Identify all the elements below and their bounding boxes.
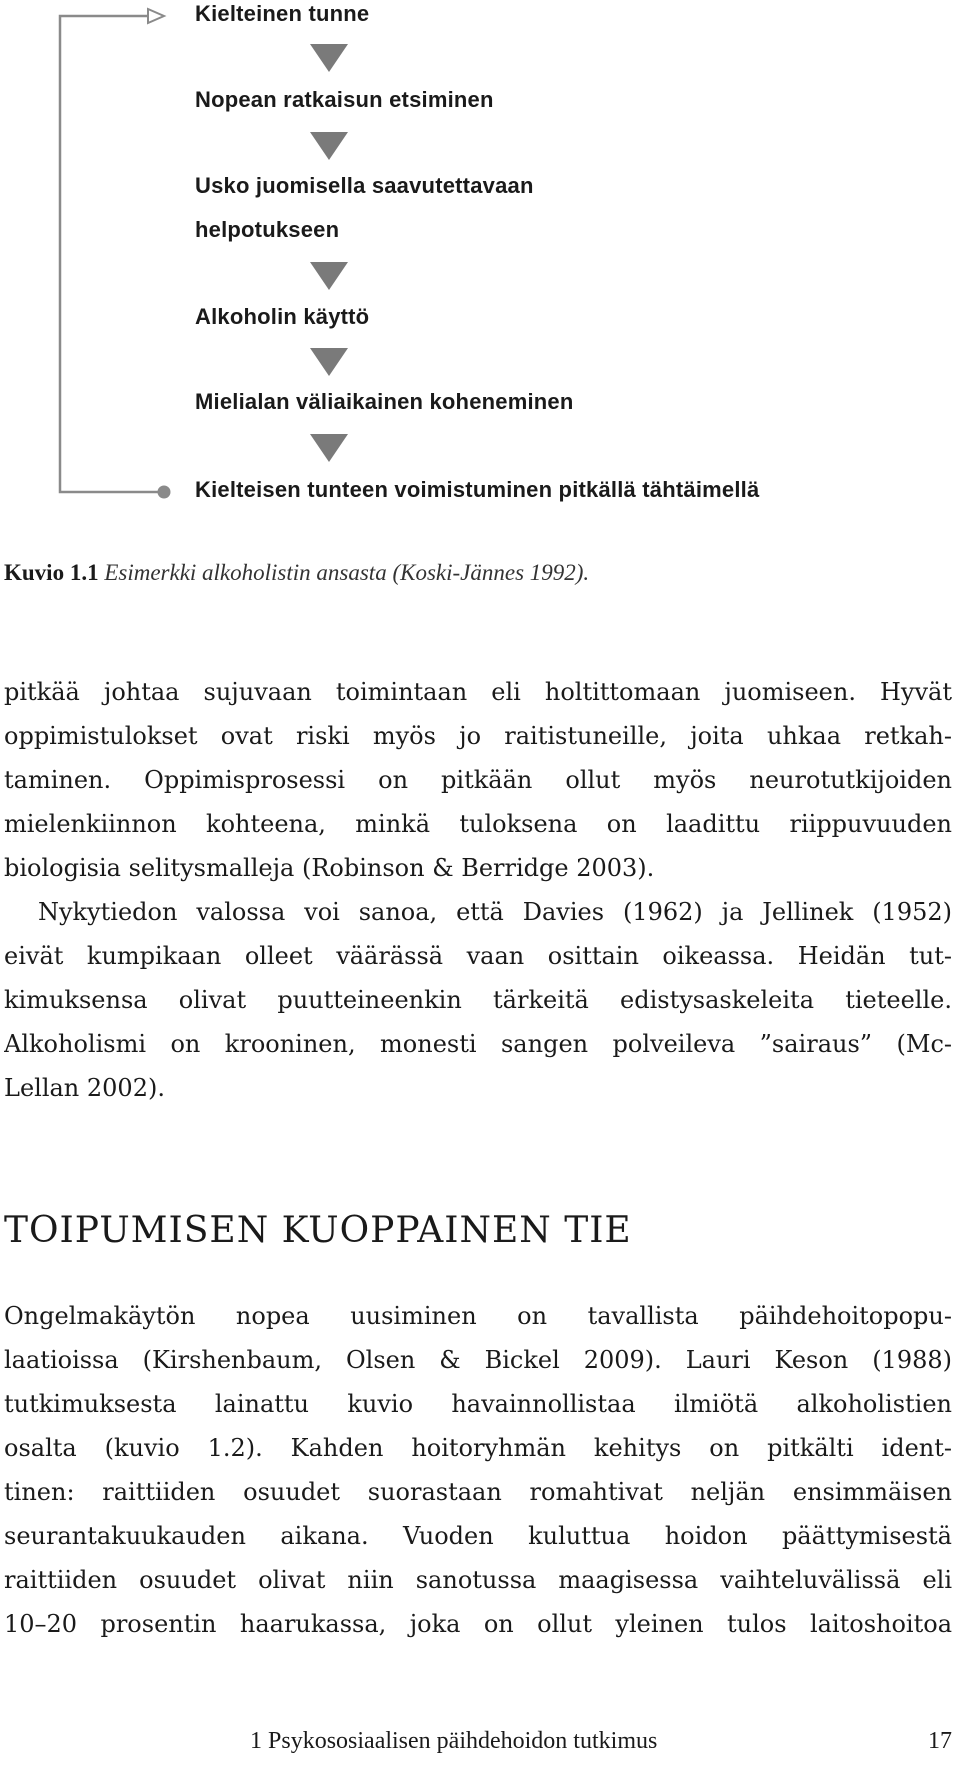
down-arrow-icon [310, 44, 348, 72]
paragraph-2: Nykytiedon valossa voi sanoa, että Davies (1962) ja Jellinek (1952) eivät kumpikaan olleet väärässä vaan osittain oikeassa. Heidän tut- kimuksensa olivat puutteineenkin tärkeitä edistysaskeleita tieteelle. Alkoholismi on krooninen, monesti sangen polveileva ”sairaus” (Mc- Lellan 2002). [4, 898, 952, 1102]
paragraph-1: pitkää johtaa sujuvaan toimintaan eli holtittomaan juomiseen. Hyvät oppimistulokset ovat riski myös jo raitistuneille, joita uhkaa retkah- taminen. Oppimisprosessi on pitkään ollut myös neurotutkijoiden mielenkiinnon kohteena, minkä tuloksena on laadittu riippuvuuden biologisia selitysmalleja (Robinson & Berridge 2003). [4, 678, 952, 882]
down-arrow-icon [310, 132, 348, 160]
figure-caption-text: Esimerkki alkoholistin ansasta (Koski-Jännes 1992). [104, 560, 590, 585]
feedback-loop-line [0, 0, 220, 510]
figure-caption-label: Kuvio 1.1 [4, 560, 99, 585]
section-heading: TOIPUMISEN KUOPPAINEN TIE [4, 1210, 632, 1251]
flow-step-3: Usko juomisella saavutettavaan helpotukseen [195, 173, 534, 242]
section-body [4, 1294, 952, 1646]
flow-step-4: Alkoholin käyttö [195, 304, 370, 329]
down-arrow-icon [310, 434, 348, 462]
body-text [4, 670, 952, 1110]
flow-step-1: Kielteinen tunne [195, 1, 370, 26]
down-arrow-icon [310, 262, 348, 290]
flow-step-6: Kielteisen tunteen voimistuminen pitkällä tähtäimellä [195, 477, 760, 502]
page-number: 17 [928, 1728, 952, 1754]
down-arrow-icon [310, 348, 348, 376]
section-paragraph: Ongelmakäytön nopea uusiminen on tavallista päihdehoitopopu- laatioissa (Kirshenbaum, Olsen & Bickel 2009). Lauri Keson (1988) tutkimuksesta lainattu kuvio havainnollistaa ilmiötä alkoholistien osalta (kuvio 1.2). Kahden hoitoryhmän kehitys on pitkälti ident- tinen: raittiiden osuudet suorastaan romahtivat neljän ensimmäisen seurantakuukauden aikana. Vuoden kuluttua hoidon päättymisestä raittiiden osuudet olivat niin sanotussa maagisessa vaihteluvälissä eli 10–20 prosentin haarukassa, joka on ollut yleinen tulos laitoshoitoa [4, 1302, 952, 1638]
running-footer-title: 1 Psykososiaalisen päihdehoidon tutkimus [250, 1728, 658, 1754]
flow-step-5: Mielialan väliaikainen koheneminen [195, 389, 574, 414]
figure-caption [4, 560, 589, 586]
flow-step-2: Nopean ratkaisun etsiminen [195, 87, 494, 112]
